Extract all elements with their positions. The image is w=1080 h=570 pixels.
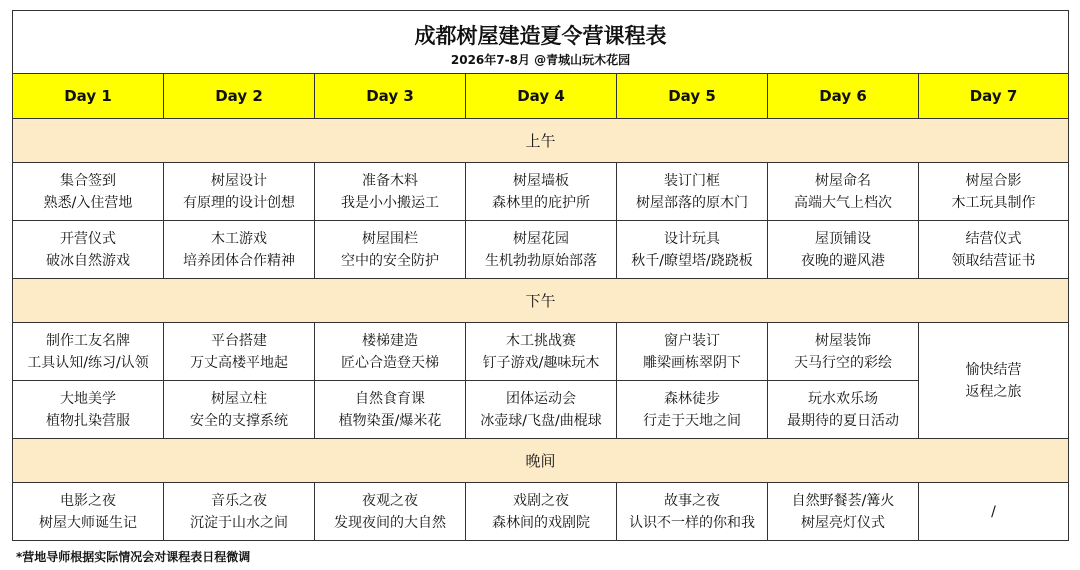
activity-name: 平台搭建 [211,332,267,349]
activity-desc: 工具认知/练习/认领 [27,354,149,371]
activity-cell [164,381,315,439]
activity-name: 木工游戏 [211,230,267,247]
activity-name: 集合签到 [60,172,116,189]
activity-cell [466,483,617,541]
activity-name: 大地美学 [60,390,116,407]
period-label-morning: 上午 [13,119,1069,163]
activity-cell [315,381,466,439]
activity-name: 故事之夜 [664,492,720,509]
activity-name: 森林徒步 [664,390,720,407]
day-header: Day 3 [315,74,466,119]
schedule-table [12,10,1069,541]
activity-desc: 生机勃勃原始部落 [485,252,597,269]
day-header: Day 2 [164,74,315,119]
activity-cell [13,221,164,279]
activity-name: 屋顶铺设 [815,230,871,247]
activity-cell [13,323,164,381]
day-header: Day 7 [919,74,1069,119]
activity-cell [617,163,768,221]
activity-name: 电影之夜 [60,492,116,509]
activity-name: 木工挑战赛 [506,332,576,349]
activity-cell [164,221,315,279]
activity-name: 窗户装订 [664,332,720,349]
activity-desc: 森林里的庇护所 [492,194,590,211]
activity-cell [315,221,466,279]
period-row-afternoon [13,279,1069,323]
activity-name: 自然野餐荟/篝火 [791,492,895,509]
activity-desc: 雕梁画栋翠阴下 [643,354,741,371]
page-title: 成都树屋建造夏令营课程表 [414,23,667,48]
activity-name: 戏剧之夜 [513,492,569,509]
activity-cell [466,323,617,381]
activity-name: 树屋命名 [815,172,871,189]
activity-cell [768,163,919,221]
activity-name: 制作工友名牌 [46,332,130,349]
activity-desc: 行走于天地之间 [643,412,741,429]
day-header: Day 1 [13,74,164,119]
activity-name: 夜观之夜 [362,492,418,509]
activity-desc: 冰壶球/飞盘/曲棍球 [480,412,602,429]
activity-cell [466,163,617,221]
activity-desc: 钉子游戏/趣味玩木 [482,354,600,371]
activity-desc: 空中的安全防护 [341,252,439,269]
activity-desc: 破冰自然游戏 [46,252,130,269]
activity-name: 自然食育课 [355,390,425,407]
activity-desc: 熟悉/入住营地 [43,194,133,211]
activity-cell [768,323,919,381]
activity-cell [768,483,919,541]
activity-name: 树屋围栏 [362,230,418,247]
activity-cell-day7-afternoon [919,323,1069,439]
activity-name: 愉快结营 [965,361,1022,378]
period-row-evening [13,439,1069,483]
activity-desc: 夜晚的避风港 [801,252,885,269]
period-label-evening: 晚间 [13,439,1069,483]
activity-cell [164,163,315,221]
activity-cell [13,381,164,439]
activity-cell [13,483,164,541]
activity-name: 团体运动会 [506,390,576,407]
activity-name: 树屋合影 [965,172,1022,189]
activity-name: 树屋立柱 [211,390,267,407]
morning-row [13,163,1069,221]
activity-desc: 认识不一样的你和我 [629,514,755,531]
day-header: Day 6 [768,74,919,119]
evening-row [13,483,1069,541]
activity-desc: 安全的支撑系统 [190,412,288,429]
period-label-afternoon: 下午 [13,279,1069,323]
activity-desc: 培养团体合作精神 [183,252,295,269]
activity-desc: 森林间的戏剧院 [492,514,590,531]
period-row-morning [13,119,1069,163]
activity-desc: 匠心合造登天梯 [341,354,439,371]
footnote: *营地导师根据实际情况会对课程表日程微调 [16,550,251,564]
page-subtitle: 2026年7-8月 @青城山玩木花园 [450,52,631,67]
activity-desc: 高端大气上档次 [794,194,892,211]
activity-cell [617,381,768,439]
activity-name: 楼梯建造 [362,332,418,349]
activity-name: 结营仪式 [965,230,1022,247]
activity-desc: 秋千/瞭望塔/跷跷板 [631,252,753,269]
activity-desc: 天马行空的彩绘 [794,354,892,371]
activity-cell [919,163,1069,221]
activity-name: 装订门框 [664,172,720,189]
activity-cell [13,163,164,221]
activity-desc: 树屋大师诞生记 [39,514,137,531]
activity-desc: 最期待的夏日活动 [787,412,899,429]
activity-desc: 返程之旅 [965,383,1022,400]
activity-desc: 木工玩具制作 [951,194,1036,211]
activity-cell [768,381,919,439]
activity-name: 树屋装饰 [815,332,871,349]
activity-name: 设计玩具 [664,230,720,247]
activity-cell [466,221,617,279]
day-header-row [13,74,1069,119]
activity-desc: 植物扎染营服 [46,412,130,429]
activity-name: 准备木料 [362,172,418,189]
morning-row [13,221,1069,279]
activity-desc: 万丈高楼平地起 [190,354,288,371]
day-header: Day 4 [466,74,617,119]
activity-cell [617,221,768,279]
activity-name: 音乐之夜 [211,492,267,509]
afternoon-row [13,323,1069,381]
activity-cell [164,323,315,381]
activity-desc: 领取结营证书 [951,252,1036,269]
activity-name: 开营仪式 [60,230,116,247]
activity-desc: 树屋亮灯仪式 [801,514,885,531]
title-cell [13,11,1069,74]
activity-cell [315,163,466,221]
activity-cell [164,483,315,541]
day-header: Day 5 [617,74,768,119]
activity-desc: 有原理的设计创想 [183,194,295,211]
activity-name: 玩水欢乐场 [808,390,878,407]
activity-name: 树屋墙板 [513,172,569,189]
activity-desc: 植物染蛋/爆米花 [338,412,442,429]
activity-desc: 我是小小搬运工 [341,194,439,211]
activity-desc: 沉淀于山水之间 [190,514,288,531]
schedule-container [12,10,1068,541]
activity-desc: 发现夜间的大自然 [334,514,446,531]
activity-name: 树屋设计 [211,172,267,189]
activity-name: 树屋花园 [513,230,569,247]
activity-cell [919,221,1069,279]
afternoon-row [13,381,1069,439]
activity-cell [768,221,919,279]
activity-desc: 树屋部落的原木门 [636,194,748,211]
activity-cell [315,323,466,381]
activity-cell-day7-evening: / [919,483,1069,541]
activity-cell [466,381,617,439]
activity-cell [617,323,768,381]
activity-cell [315,483,466,541]
activity-cell [617,483,768,541]
